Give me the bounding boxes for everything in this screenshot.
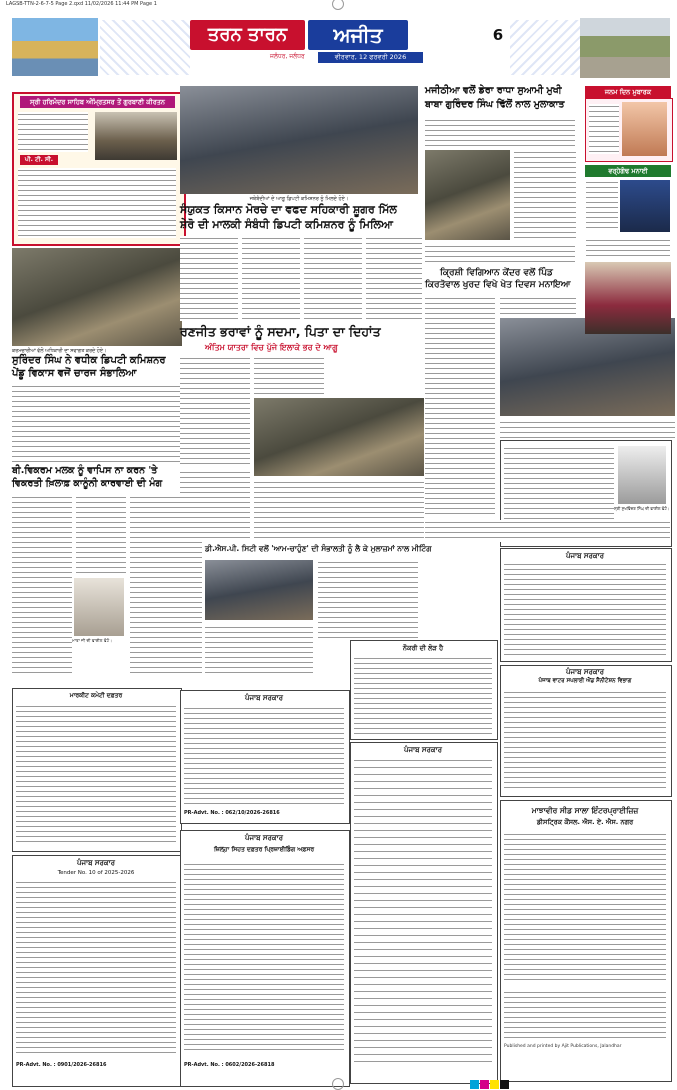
ad-tender-title: ਪੰਜਾਬ ਸਰਕਾਰ [76, 859, 115, 867]
article-bikram-text [12, 495, 72, 675]
headline-dsp-meeting: ਡੀ.ਐਸ.ਪੀ. ਸਿਟੀ ਵਲੋਂ 'ਆਮ-ਚਾਹੁੰਣ' ਦੀ ਸੰਭਾਲਤੀ ਨੂੰ ਲੈ ਕੇ ਮੁਲਾਜ਼ਮਾਂ ਨਾਲ ਮੀਟਿੰਗ [205, 544, 432, 553]
article-bikram-text-2 [76, 495, 126, 575]
article-kvk-text-3 [500, 420, 675, 438]
obituary-photo-caption: ਸ਼੍ਰੀ ਸੁਖਵਿੰਦਰ ਸਿੰਘ ਦੀ ਫਾਈਲ ਫੋਟੋ। [614, 506, 670, 511]
ad-punjab-right-text [504, 562, 666, 656]
left-ad-title: ਸ੍ਰੀ ਹਰਿਮੰਦਰ ਸਾਹਿਬ ਅੰਮ੍ਰਿਤਸਰ ਤੋਂ ਗੁਰਬਾਣੀ ਕੀਰਤਨ [20, 96, 175, 108]
ad-water-supply-title: ਪੰਜਾਬ ਸਰਕਾਰ [244, 694, 283, 702]
headline-majithia-1: ਮਜੀਠੀਆ ਵਲੋਂ ਡੇਰਾ ਰਾਧਾ ਸੁਆਮੀ ਮੁਖੀ [425, 85, 562, 96]
headline-kvk-1: ਕ੍ਰਿਸ਼ੀ ਵਿਗਿਆਨ ਕੇਂਦਰ ਵਲੋਂ ਪਿੰਡ [440, 268, 553, 278]
color-bar-black [500, 1080, 509, 1089]
left-ad-text [18, 112, 88, 152]
masthead-city: ਜਲੰਧਰ, ਜਲੰਧਰ [270, 53, 305, 60]
anniversary-text-2 [586, 238, 670, 258]
article-dsp-text-2 [205, 625, 313, 675]
left-photo-caption: ਕਰਮਚਾਰੀਆਂ ਵੱਲੋਂ ਅਧਿਕਾਰੀ ਦਾ ਸਵਾਗਤ ਕਰਦੇ ਹੋਏ। [12, 349, 107, 354]
color-bar-cyan [470, 1080, 479, 1089]
headline-majithia-2: ਬਾਬਾ ਗੁਰਿੰਦਰ ਸਿੰਘ ਢਿੱਲੋਂ ਨਾਲ ਮੁਲਾਕਾਤ [425, 99, 565, 110]
registration-mark-bottom [332, 1078, 344, 1090]
ad-tender-no: Tender No. 10 of 2025-2026 [57, 870, 135, 876]
article-farmers-text-2 [242, 236, 300, 321]
ad-market-committee-text [16, 704, 176, 844]
ad-tender-text [16, 880, 176, 1055]
publisher-line: Published and printed by Ajit Publications, Jalandhar [504, 1044, 622, 1049]
anniversary-man-photo [620, 180, 670, 232]
article-kvk-text-4 [425, 520, 670, 542]
obituary-photo [618, 446, 666, 504]
article-condolence-text-4 [254, 480, 424, 540]
article-kvk-text [425, 296, 495, 516]
color-bar-magenta [480, 1080, 489, 1089]
ad-district-office-pr: PR-Advt. No. : 0602/2026-26818 [184, 1062, 275, 1068]
headline-bikram-1: ਬੀ.ਵਿਕਰਮ ਮਲਕ ਨੂੰ ਵਾਪਿਸ ਨਾ ਕਰਨ 'ਤੇ [12, 465, 158, 476]
ad-water-dept-title: ਪੰਜਾਬ ਸਰਕਾਰ [565, 668, 604, 676]
article-surinder-text [12, 384, 202, 464]
page-number: 6 [492, 26, 504, 44]
headline-farmers-2: ਸ਼ੇਰੋ ਦੀ ਮਾਲਕੀ ਸੰਬੰਧੀ ਡਿਪਟੀ ਕਮਿਸ਼ਨਰ ਨੂੰ ਮਿਲਿਆ [180, 218, 393, 231]
masthead-pattern [100, 20, 190, 75]
ad-council-sub: ਡੀਸਟ੍ਰਿਕ ਕੌਂਸਲ. ਐਸ. ਏ. ਐਸ. ਨਗਰ [536, 818, 634, 826]
dsp-meeting-photo [205, 560, 313, 620]
ad-council-text-2 [504, 990, 666, 1040]
article-majithia-text [425, 118, 575, 148]
left-ad-photo [95, 112, 177, 160]
article-farmers-text [180, 236, 238, 321]
headline-farmers-1: ਸੰਯੁਕਤ ਕਿਸਾਨ ਮੋਰਚੇ ਦਾ ਵਫਦ ਸਹਿਕਾਰੀ ਸ਼ੂਗਰ ਮਿੱਲ [180, 203, 397, 216]
masthead-paper-name: ਅਜੀਤ [308, 20, 408, 50]
ad-punjab-table-text [354, 758, 492, 1068]
article-condolence-text-3 [180, 470, 250, 540]
anniversary-text [586, 180, 618, 230]
ad-naukri-text [354, 656, 492, 734]
left-ad-text-2 [18, 168, 176, 238]
ad-district-office-text [184, 862, 344, 1052]
anniversary-couple-photo [585, 262, 671, 334]
building-photo [580, 18, 670, 78]
mother-caption: ਮਾਤਾ ਜੀ ਦੀ ਫਾਈਲ ਫੋਟੋ। [72, 638, 113, 643]
ad-water-dept-sub: ਪੰਜਾਬ ਵਾਟਰ ਸਪਲਾਈ ਐਂਡ ਸੈਨੀਟੇਸ਼ਨ ਵਿਭਾਗ [538, 678, 632, 684]
masthead-place: ਤਰਨ ਤਾਰਨ [190, 20, 305, 50]
article-condolence-text-2 [254, 356, 324, 396]
ad-council-text [504, 832, 666, 982]
top-photo-caption: ਜਥੇਬੰਦੀਆਂ ਦੇ ਆਗੂ ਡਿਪਟੀ ਕਮਿਸ਼ਨਰ ਨੂੰ ਮਿਲਦੇ ਹੋਏ। [249, 196, 349, 202]
page-slug: LAGSB-TTN-2-6-7-5 Page 2.qxd 11/02/2026 11:44 PM Page 1 [6, 1, 157, 7]
article-farmers-text-4 [366, 236, 422, 321]
left-ad-badge: ਪੀ. ਟੀ. ਸੀ. [20, 155, 58, 165]
left-event-photo [12, 248, 182, 346]
article-majithia-text-2 [514, 150, 576, 240]
article-kvk-text-2 [500, 296, 576, 316]
golden-temple-photo [12, 18, 98, 76]
anniversary-header: ਵਰ੍ਹੇਗੰਢ ਮਨਾਈ [585, 165, 671, 177]
birthday-header: ਜਨਮ ਦਿਨ ਮੁਬਾਰਕ [585, 86, 671, 98]
ad-water-supply-text [184, 706, 344, 806]
ad-water-dept-text [504, 690, 666, 790]
majithia-photo [425, 150, 510, 240]
headline-condolence-sub: ਅੰਤਿਮ ਯਾਤਰਾ ਵਿਚ ਪੁੱਜੇ ਇਲਾਕੇ ਭਰ ਦੇ ਆਗੂ [205, 343, 338, 352]
ad-district-office-sub: ਜ਼ਿਲ੍ਹਾ ਸਿਹਤ ਦਫ਼ਤਰ ਪ੍ਰਿਜ਼ਾਈਡਿੰਗ ਅਫ਼ਸਰ [213, 846, 315, 853]
headline-bikram-2: ਵਿਕਰਤੀ ਖ਼ਿਲਾਫ਼ ਕਾਨੂੰਨੀ ਕਾਰਵਾਈ ਦੀ ਮੰਗ [12, 478, 163, 489]
ad-punjab-table-title: ਪੰਜਾਬ ਸਰਕਾਰ [403, 746, 442, 754]
headline-kvk-2: ਕਿਰਤੋਵਾਲ ਖੁਰਦ ਵਿਖੇ ਖੇਤ ਦਿਵਸ ਮਨਾਇਆ [425, 280, 571, 290]
top-group-photo [180, 86, 418, 194]
ad-council-title: ਮਾਝਾਵੀਰ ਸੀਡ ਸਾਲਾ ਇੰਟਰਪ੍ਰਾਈਜ਼ਿਜ਼ [531, 806, 639, 815]
article-majithia-text-3 [425, 244, 575, 264]
ad-district-office-title: ਪੰਜਾਬ ਸਰਕਾਰ [244, 834, 283, 842]
headline-surinder-1: ਸੁਰਿੰਦਰ ਸਿੰਘ ਨੇ ਵਧੀਕ ਡਿਪਟੀ ਕਮਿਸ਼ਨਰ [12, 355, 166, 366]
birthday-child-photo [622, 102, 667, 156]
masthead-date: ਵੀਰਵਾਰ, 12 ਫਰਵਰੀ 2026 [318, 52, 423, 63]
ad-naukri-title: ਨੌਕਰੀ ਦੀ ਲੋੜ ਹੈ [402, 644, 444, 652]
mother-portrait [74, 578, 124, 636]
article-condolence-text [180, 356, 250, 466]
headline-surinder-2: ਪੇਂਡੂ ਵਿਕਾਸ ਵਜੋਂ ਚਾਰਜ ਸੰਭਾਲਿਆ [12, 368, 137, 379]
headline-condolence: ਰਣਜੀਤ ਭਰਾਵਾਂ ਨੂੰ ਸਦਮਾ, ਪਿਤਾ ਦਾ ਦਿਹਾਂਤ [180, 324, 381, 339]
birthday-text [589, 104, 619, 154]
funeral-photo [254, 398, 424, 476]
article-farmers-text-3 [304, 236, 362, 321]
color-bar-yellow [490, 1080, 499, 1089]
article-dsp-text [318, 560, 418, 640]
ad-market-committee-title: ਮਾਰਕੀਟ ਕਮੇਟੀ ਦਫ਼ਤਰ [69, 692, 123, 699]
ad-punjab-right-title: ਪੰਜਾਬ ਸਰਕਾਰ [565, 552, 604, 560]
ad-tender-pr: PR-Advt. No. : 0901/2026-26816 [16, 1062, 107, 1068]
ad-water-supply-pr: PR-Advt. No. : 062/10/2026-26816 [184, 810, 280, 816]
registration-mark-top [332, 0, 344, 10]
